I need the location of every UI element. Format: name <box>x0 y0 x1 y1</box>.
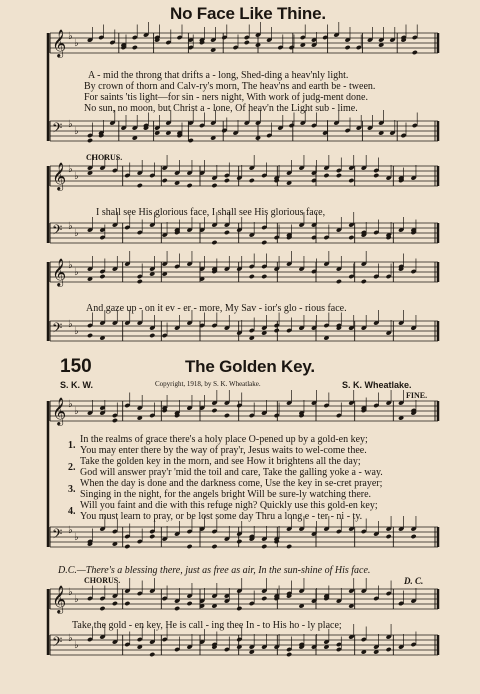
hymn1-system2-bass-flat: ♭ <box>68 221 73 232</box>
hymn1-system2-bass-note <box>224 230 230 235</box>
hymn1-system2-treble-note <box>373 173 379 178</box>
hymn2-chorus-line: Take the gold - en key, He is call - ing thee In - to His ho - ly place; <box>72 620 342 631</box>
hymn2-system2-bass-note <box>286 652 292 657</box>
hymn2-verse-1-line-1: In the realms of grace there's a holy place O-pened up by a gold-en key; <box>80 434 368 445</box>
hymn2-system1-bass-flat: ♭ <box>74 532 79 543</box>
hymn2-system1-treble-note <box>211 408 217 413</box>
hymn2-verse-3-number: 3. <box>68 484 76 495</box>
hymn1-title: No Face Like Thine. <box>170 4 326 23</box>
hymn2-system1-treble-note <box>112 418 118 423</box>
hymn1-system3-treble-note <box>361 279 367 284</box>
hymn2-system1-bass-clef: 𝄢 <box>52 526 63 545</box>
hymn1-system2-bass-note <box>348 235 354 240</box>
hymn2-system1-bass-note <box>186 544 192 549</box>
hymn2-system2-treble-flat: ♭ <box>68 587 73 598</box>
hymn2-system1-treble-flat: ♭ <box>74 406 79 417</box>
hymn2-dc-line: D.C.—There's a blessing there, just as free as air, In the sun-shine of His face. <box>58 565 371 576</box>
hymn1-system1-bass-clef: 𝄢 <box>52 120 63 139</box>
hymn2-title: The Golden Key. <box>185 357 315 376</box>
hymn2-system1-bass-note <box>124 544 130 549</box>
hymn1-system1-bass-flat: ♭ <box>68 119 73 130</box>
hymn1-system2-treble-note <box>224 178 230 183</box>
hymn1-system2-treble-note <box>211 183 217 188</box>
hymn2-verse-3-line-1: When the day is done and the darkness come, Use the key in se-cret prayer; <box>80 478 383 489</box>
hymn2-verse-4-line-2: You must learn to pray, or be lost some day Thru a long e - ter - ni - ty. <box>80 511 363 522</box>
hymn1-system1-bass-note <box>87 138 93 143</box>
hymn2-verse-3-line-2: Singing in the night, for the angels bright Will be sure-ly watching there. <box>80 489 372 500</box>
hymn1-system2-treble-note <box>323 173 329 178</box>
hymn2-system2-treble-note <box>236 606 242 611</box>
hymn2-system2-treble-note <box>186 601 192 606</box>
hymn2-system2-treble-clef: 𝄞 <box>52 585 67 613</box>
hymn2-fine: FINE. <box>406 391 428 400</box>
hymn2-system1-bass-note <box>410 534 416 539</box>
hymn2-system1-bass-note <box>286 544 292 549</box>
hymn1-system1-treble-note <box>132 45 138 50</box>
hymn2-system2-treble-note <box>261 596 267 601</box>
hymn1-system3-bass-flat: ♭ <box>74 326 79 337</box>
hymn2-system1-bass-note <box>149 534 155 539</box>
hymn2-verse-1-line-2: You may enter there by the way of pray'r, Jesus waits to wel-come thee. <box>80 445 367 456</box>
hymn1-system2-treble-note <box>336 173 342 178</box>
hymn2-verse-2-number: 2. <box>68 462 76 473</box>
hymn2-system1-treble-note <box>224 413 230 418</box>
hymn2-system1-treble-clef: 𝄞 <box>52 397 67 425</box>
hymn1-verse-4: No sun, no moon, but Christ a - lone, Of heav'n the Light sub - lime. <box>84 103 358 114</box>
hymn2-verse-2-line-1: Take the golden key in the morn, and see How it brightens all the day; <box>80 456 361 467</box>
hymn1-system3-treble-note <box>99 274 105 279</box>
hymn2-system2-bass-note <box>386 647 392 652</box>
hymn2-system1-bass-note <box>386 534 392 539</box>
hymn2-system2-bass-note <box>149 652 155 657</box>
hymn1-system3-bass-note <box>274 328 280 333</box>
hymn1-system3-treble-flat: ♭ <box>68 260 73 271</box>
hymn1-system3-bass-clef: 𝄢 <box>52 320 63 339</box>
hymn1-system2-treble-note <box>162 178 168 183</box>
hymn1-system3-treble-note <box>261 274 267 279</box>
hymn1-system2-treble-note <box>137 183 143 188</box>
hymn2-chorus-label: CHORUS. <box>84 576 121 585</box>
hymn2-dc-mark: D. C. <box>404 576 424 586</box>
hymn2-system2-bass-flat: ♭ <box>74 640 79 651</box>
hymn1-system3-bass-flat: ♭ <box>68 319 73 330</box>
hymn1-system1-treble-flat: ♭ <box>68 31 73 42</box>
hymn1-chorus-label: CHORUS. <box>86 153 123 162</box>
hymn2-copyright: Copyright, 1918, by S. K. Wheatlake. <box>155 380 261 388</box>
hymn1-system1-bass-flat: ♭ <box>74 126 79 137</box>
hymn1-chorus-line-1: I shall see His glorious face, I shall see His glorious face, <box>96 207 326 218</box>
hymn2-system1-bass-note <box>236 539 242 544</box>
hymn2-system1-bass-flat: ♭ <box>68 525 73 536</box>
hymn1-chorus-line-2: And gaze up - on it ev - er - more, My Sav - ior's glo - rious face. <box>86 303 347 314</box>
hymn2-system2-treble-flat: ♭ <box>74 594 79 605</box>
hymn2-system2-bass-clef: 𝄢 <box>52 634 63 653</box>
hymn2-verse-4-line-1: Will you faint and die with this refuge nigh? Quickly use this gold-en key; <box>80 500 378 511</box>
hymn1-verse-3: For saints 'tis light—for sin - ners night, With work of judg-ment done. <box>84 92 368 103</box>
hymn1-system3-treble-note <box>336 279 342 284</box>
hymn1-system2-treble-note <box>348 178 354 183</box>
hymn2-system2-treble-note <box>99 606 105 611</box>
hymn2-verse-2-line-2: God will answer pray'r 'mid the toil and care, Take the galling yoke a - way. <box>80 467 383 478</box>
hymn1-system2-treble-note <box>249 178 255 183</box>
hymn1-system2-treble-flat: ♭ <box>68 164 73 175</box>
hymn1-system2-bass-clef: 𝄢 <box>52 222 63 241</box>
hymn2-number: 150 <box>60 356 92 377</box>
hymn1-system2-treble-note <box>186 183 192 188</box>
hymn1-system3-treble-note <box>137 279 143 284</box>
hymn1-system1-treble-clef: 𝄞 <box>52 29 67 57</box>
hymn2-composer: S. K. Wheatlake. <box>342 380 412 390</box>
hymn1-system2-bass-note <box>261 240 267 245</box>
hymn1-system2-bass-note <box>211 240 217 245</box>
hymn2-system2-bass-flat: ♭ <box>68 633 73 644</box>
hymn1-system2-treble-clef: 𝄞 <box>52 162 67 190</box>
hymn2-system2-treble-note <box>124 601 130 606</box>
hymn2-author: S. K. W. <box>60 380 94 390</box>
hymn2-system1-bass-note <box>261 544 267 549</box>
hymn1-verse-1: A - mid the throng that drifts a - long, Shed-ding a heav'nly light. <box>88 70 349 81</box>
hymn1-system2-bass-flat: ♭ <box>74 228 79 239</box>
hymn2-verse-1-number: 1. <box>68 440 76 451</box>
hymn2-system1-treble-flat: ♭ <box>68 399 73 410</box>
hymn2-system1-bass-note <box>211 544 217 549</box>
hymn2-system2-treble-note <box>112 601 118 606</box>
hymn1-system3-treble-note <box>249 274 255 279</box>
hymn2-system2-treble-note <box>174 606 180 611</box>
hymn1-system1-treble-note <box>412 50 418 55</box>
hymn1-system1-treble-note <box>244 40 250 45</box>
hymn1-system3-bass-note <box>149 333 155 338</box>
hymn1-system3-treble-flat: ♭ <box>74 267 79 278</box>
hymn1-system2-treble-flat: ♭ <box>74 171 79 182</box>
hymn1-system1-treble-flat: ♭ <box>74 38 79 49</box>
hymn1-verse-2: By crown of thorn and Calv-ry's morn, The heav'ns and earth be - tween. <box>84 81 376 92</box>
hymn1-system3-bass-note <box>87 333 93 338</box>
hymn2-verse-4-number: 4. <box>68 506 76 517</box>
hymn1-system1-treble-note <box>345 45 351 50</box>
hymn1-system3-treble-clef: 𝄞 <box>52 258 67 286</box>
